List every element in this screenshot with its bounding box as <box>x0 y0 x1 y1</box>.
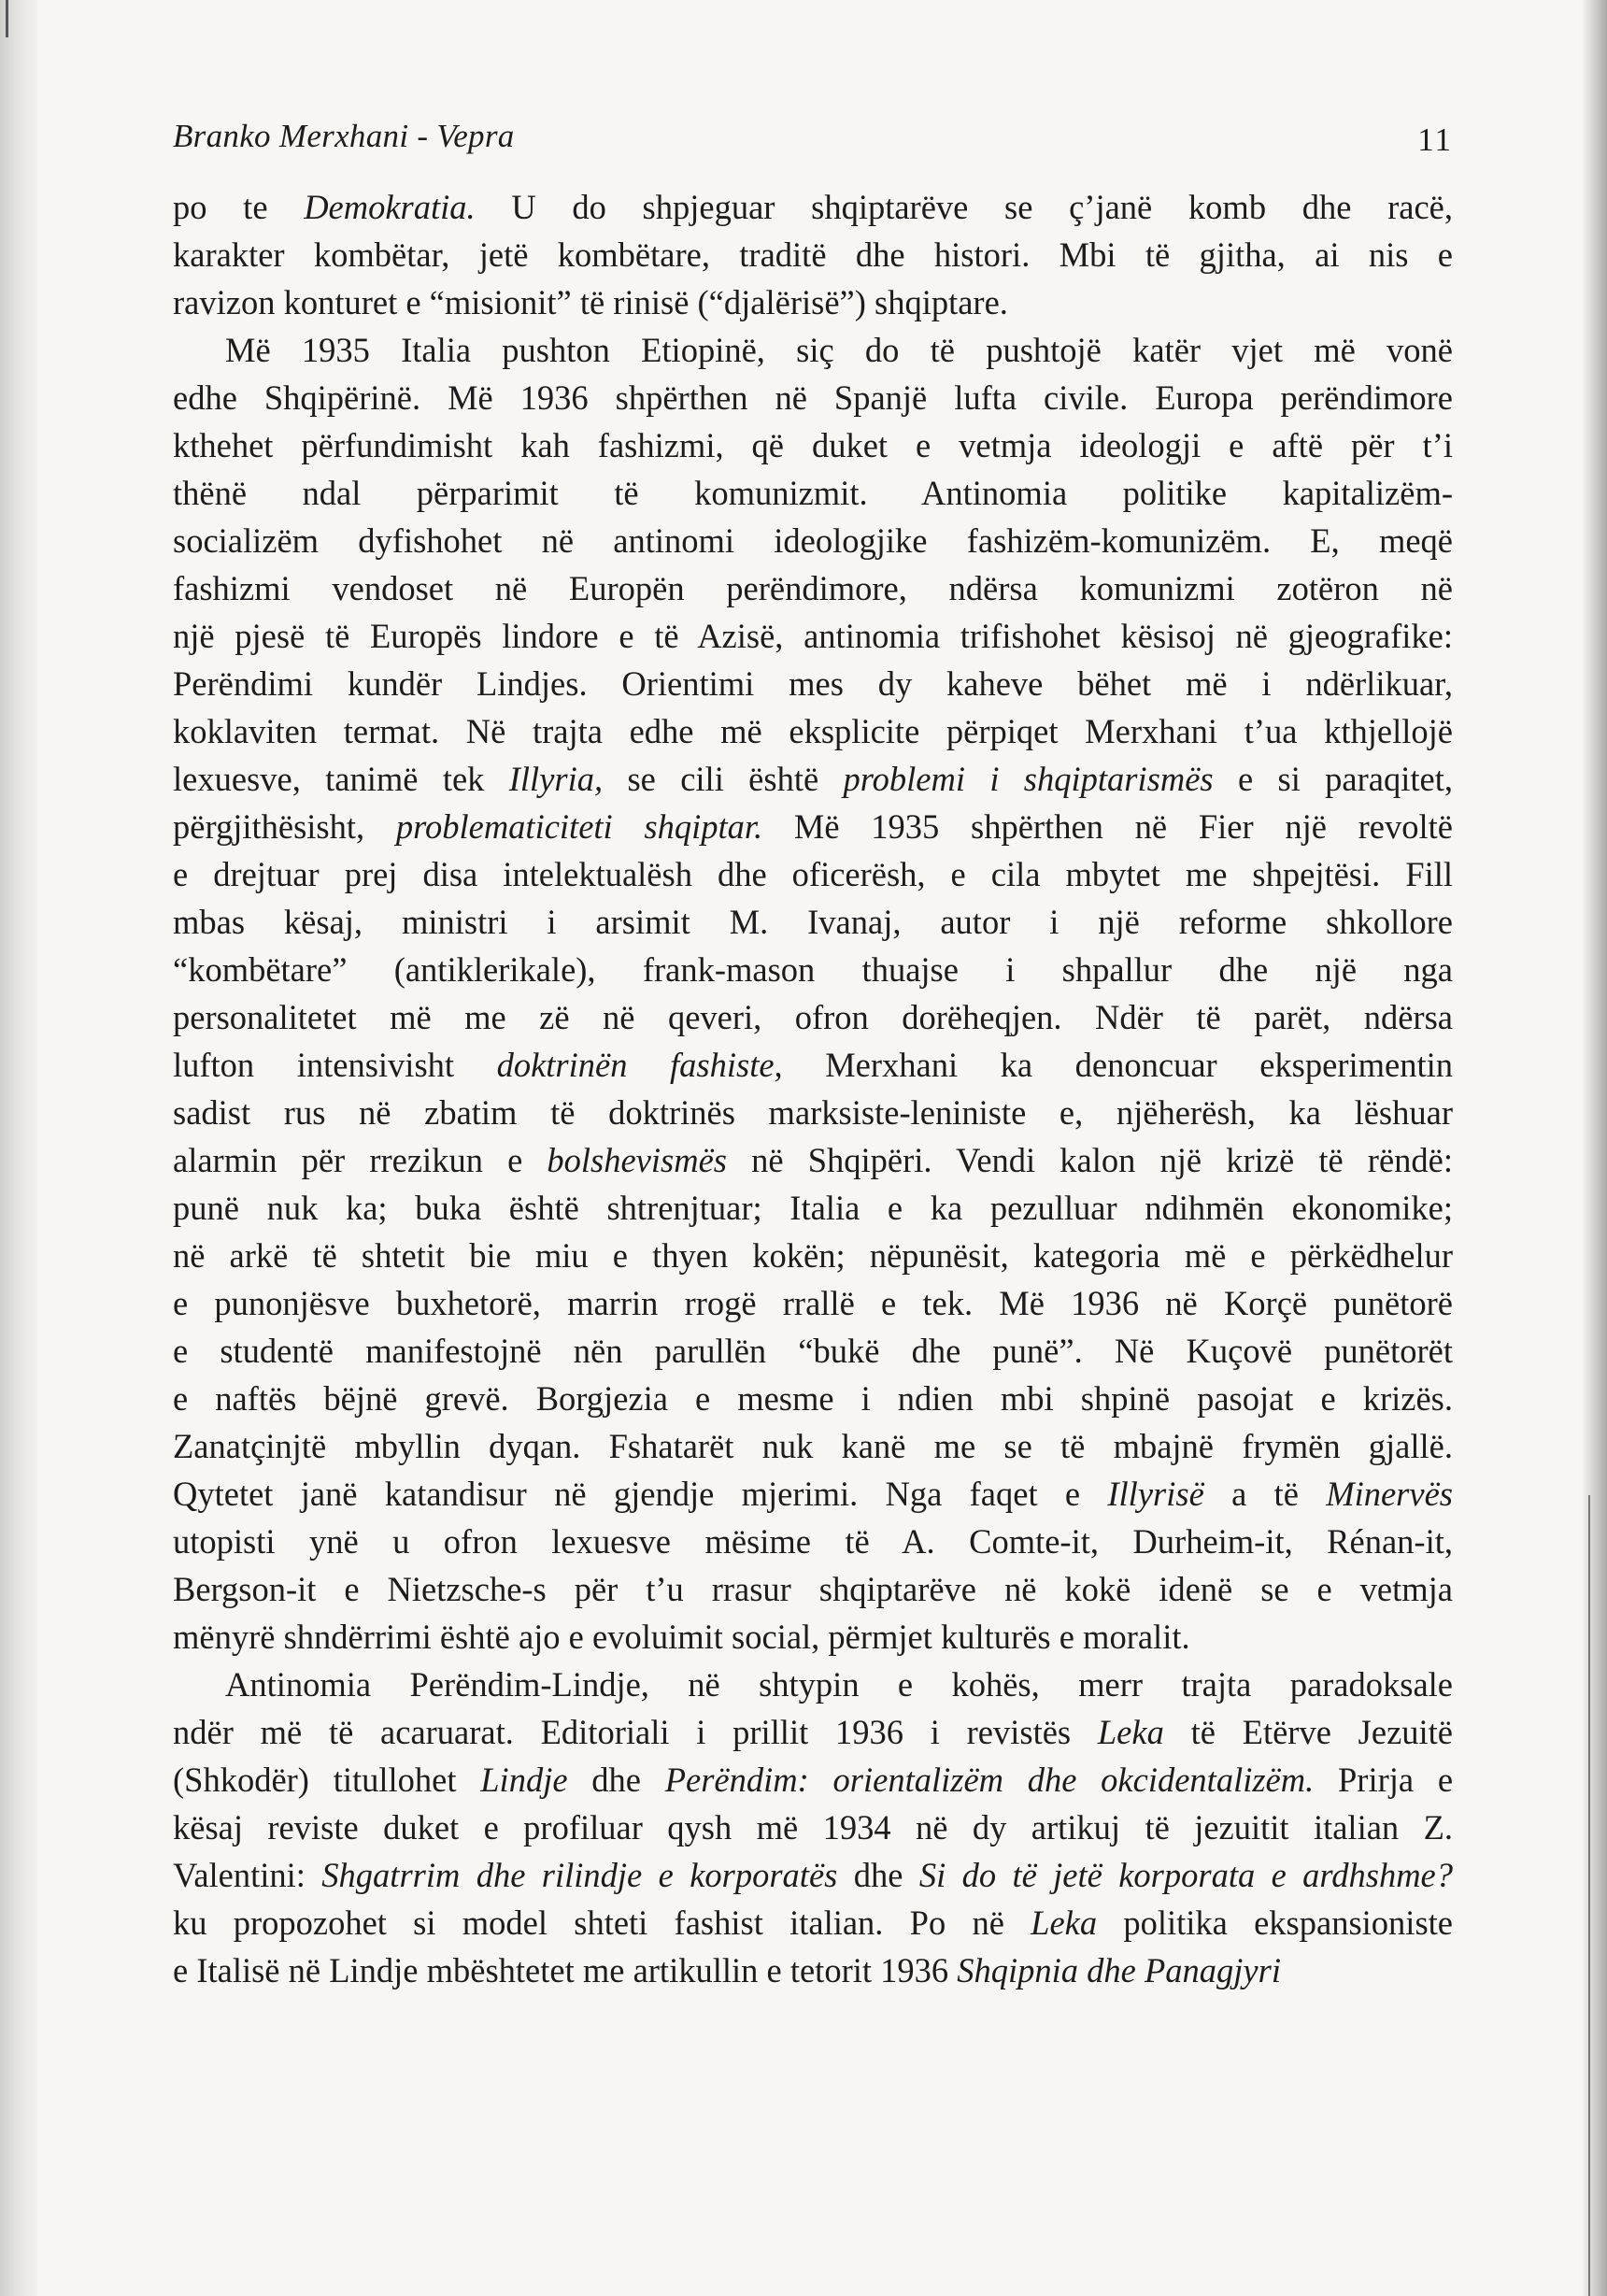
text-line <box>173 1136 1453 1184</box>
text-line <box>173 1518 1453 1565</box>
text-line <box>173 231 1453 278</box>
text-run: edhe Shqipërinë. Më 1936 shpërthen në Spanjë lufta civile. Europa perëndimore <box>173 378 1453 417</box>
text-run: “kombëtare” (antiklerikale), frank-mason thuajse i shpallur dhe një nga <box>173 950 1453 989</box>
text-run: ndër më të acaruarat. Editoriali i prillit 1936 i revistës <box>173 1713 1098 1751</box>
text-line <box>173 1756 1453 1804</box>
text-run: U do shpjeguar shqiptarëve se ç’janë komb dhe racë, <box>475 188 1453 226</box>
text-run: mënyrë shndërrimi është ajo e evoluimit social, përmjet kulturës e moralit. <box>173 1618 1190 1656</box>
page-number: 11 <box>1417 121 1453 158</box>
text-run: përgjithësisht, <box>173 807 396 846</box>
text-run: Perëndimi kundër Lindjes. Orientimi mes dy kaheve bëhet më i ndërlikuar, <box>173 664 1453 703</box>
italic-text: Lindje <box>480 1761 568 1799</box>
italic-text: Si do të jetë korporata e ardhshme? <box>918 1856 1454 1894</box>
text-line <box>173 517 1453 564</box>
text-run: e punonjësve buxhetorë, marrin rrogë rrallë e tek. Më 1936 në Korçë punëtorë <box>173 1284 1453 1322</box>
italic-text: problematiciteti shqiptar. <box>395 807 763 846</box>
text-run: fashizmi vendoset në Europën perëndimore, ndërsa komunizmi zotëron në <box>173 569 1453 607</box>
text-line <box>173 564 1453 612</box>
italic-text: doktrinën fashiste, <box>496 1046 783 1084</box>
text-line <box>173 707 1453 755</box>
text-run: kthehet përfundimisht kah fashizmi, që duket e vetmja ideologji e aftë për t’i <box>173 426 1453 464</box>
italic-text: Perëndim: orientalizëm dhe okcidentalizëm. <box>664 1761 1315 1799</box>
text-run: koklaviten termat. Në trajta edhe më eksplicite përpiqet Merxhani t’ua kthjellojë <box>173 712 1453 750</box>
text-run: Më 1935 shpërthen në Fier një revoltë <box>762 807 1453 846</box>
text-run: a të <box>1203 1475 1327 1513</box>
text-line <box>173 993 1453 1041</box>
text-run: dhe <box>837 1856 919 1894</box>
text-line <box>173 1232 1453 1279</box>
text-run: Merxhani ka denoncuar eksperimentin <box>782 1046 1453 1084</box>
italic-text: Illyria, <box>508 760 604 798</box>
italic-text: Leka <box>1031 1904 1098 1942</box>
text-line <box>173 1661 1453 1708</box>
text-line <box>173 1089 1453 1136</box>
text-line <box>173 755 1453 803</box>
body-text <box>173 183 1453 1994</box>
text-run: se cili është <box>603 760 844 798</box>
text-line <box>173 1708 1453 1756</box>
text-run: punë nuk ka; buka është shtrenjtuar; Italia e ka pezulluar ndihmën ekonomike; <box>173 1189 1453 1227</box>
text-run: e si paraqitet, <box>1213 760 1453 798</box>
text-line <box>173 1470 1453 1518</box>
italic-text: problemi i shqiptarismës <box>843 760 1214 798</box>
page-binding-shadow <box>0 0 37 2296</box>
text-run: një pjesë të Europës lindore e të Azisë, antinomia trifishohet kësisoj në gjeografike: <box>173 617 1453 655</box>
text-line <box>173 421 1453 469</box>
text-run: në Shqipëri. Vendi kalon një krizë të rëndë: <box>727 1141 1453 1179</box>
text-run: lexuesve, tanimë tek <box>173 760 509 798</box>
text-run: utopisti ynë u ofron lexuesve mësime të A. Comte-it, Durheim-it, Rénan-it, <box>173 1522 1453 1561</box>
text-run: të Etërve Jezuitë <box>1163 1713 1454 1751</box>
text-line <box>173 374 1453 421</box>
text-line <box>173 1947 1453 1994</box>
italic-text: Shqipnia dhe Panagjyri <box>957 1951 1281 1989</box>
page-edge-shadow <box>1583 0 1607 2296</box>
text-run: e drejtuar prej disa intelektualësh dhe oficerësh, e cila mbytet me shpejtësi. Fill <box>173 855 1453 893</box>
text-line <box>173 1041 1453 1089</box>
paragraph <box>173 1661 1453 1994</box>
text-run: ravizon konturet e “misionit” të rinisë (“djalërisë”) shqiptare. <box>173 283 1008 321</box>
text-run: (Shkodër) titullohet <box>173 1761 481 1799</box>
text-run: lufton intensivisht <box>173 1046 497 1084</box>
text-line <box>173 946 1453 993</box>
text-line <box>173 1613 1453 1661</box>
text-run: sadist rus në zbatim të doktrinës marksiste-leniniste e, njëherësh, ka lëshuar <box>173 1093 1453 1132</box>
italic-text: Shgatrrim dhe rilindje e korporatës <box>321 1856 838 1894</box>
italic-text: Minervës <box>1326 1475 1453 1513</box>
text-run: mbas kësaj, ministri i arsimit M. Ivanaj, autor i një reforme shkollore <box>173 903 1453 941</box>
text-run: ku propozohet si model shteti fashist italian. Po në <box>173 1904 1031 1942</box>
text-run: Antinomia Perëndim-Lindje, në shtypin e kohës, merr trajta paradoksale <box>225 1665 1453 1704</box>
text-line <box>173 1184 1453 1232</box>
text-line <box>173 1899 1453 1947</box>
text-run: personalitetet më me zë në qeveri, ofron dorëheqjen. Ndër të parët, ndërsa <box>173 998 1453 1036</box>
text-run: kësaj reviste duket e profiluar qysh më 1934 në dy artikuj të jezuitit italian Z. <box>173 1808 1453 1847</box>
text-line <box>173 1422 1453 1470</box>
text-line <box>173 1375 1453 1422</box>
text-run: politika ekspansioniste <box>1097 1904 1453 1942</box>
text-line <box>173 660 1453 707</box>
text-run: e Italisë në Lindje mbështetet me artikullin e tetorit 1936 <box>173 1951 958 1989</box>
text-line <box>173 469 1453 517</box>
text-run: në arkë të shtetit bie miu e thyen kokën; nëpunësit, kategoria më e përkëdhelur <box>173 1236 1453 1275</box>
text-line <box>173 1279 1453 1327</box>
text-run: Më 1935 Italia pushton Etiopinë, siç do të pushtojë katër vjet më vonë <box>225 331 1453 369</box>
italic-text: Demokratia. <box>304 188 476 226</box>
text-run: karakter kombëtar, jetë kombëtare, traditë dhe histori. Mbi të gjitha, ai nis e <box>173 235 1453 274</box>
text-line <box>173 1851 1453 1899</box>
text-run: e naftës bëjnë grevë. Borgjezia e mesme i ndien mbi shpinë pasojat e krizës. <box>173 1379 1453 1418</box>
italic-text: bolshevismës <box>547 1141 728 1179</box>
text-run: Valentini: <box>173 1856 322 1894</box>
text-run: Prirja e <box>1314 1761 1454 1799</box>
text-line <box>173 1327 1453 1375</box>
text-run: Qytetet janë katandisur në gjendje mjerimi. Nga faqet e <box>173 1475 1108 1513</box>
text-line <box>173 278 1453 326</box>
text-run: dhe <box>567 1761 665 1799</box>
italic-text: Leka <box>1097 1713 1164 1751</box>
text-line <box>173 898 1453 946</box>
text-run: Bergson-it e Nietzsche-s për t’u rrasur shqiptarëve në kokë idenë se e vetmja <box>173 1570 1453 1608</box>
text-line <box>173 1565 1453 1613</box>
page-edge-line <box>1588 1495 1590 2296</box>
text-line <box>173 183 1453 231</box>
text-line <box>173 1804 1453 1851</box>
text-run: thënë ndal përparimit të komunizmit. Antinomia politike kapitalizëm- <box>173 474 1453 512</box>
binding-edge-mark <box>6 0 8 37</box>
running-header <box>173 118 1453 170</box>
text-line <box>173 803 1453 850</box>
text-line <box>173 326 1453 374</box>
text-line <box>173 850 1453 898</box>
text-run: socializëm dyfishohet në antinomi ideologjike fashizëm-komunizëm. E, meqë <box>173 521 1453 560</box>
text-run: e studentë manifestojnë nën parullën “bukë dhe punë”. Në Kuçovë punëtorët <box>173 1332 1453 1370</box>
running-title: Branko Merxhani - Vepra <box>173 118 515 154</box>
paragraph <box>173 183 1453 326</box>
text-run: alarmin për rrezikun e <box>173 1141 548 1179</box>
text-line <box>173 612 1453 660</box>
text-run: Zanatçinjtë mbyllin dyqan. Fshatarët nuk kanë me se të mbajnë frymën gjallë. <box>173 1427 1453 1465</box>
paragraph <box>173 326 1453 1661</box>
italic-text: Illyrisë <box>1107 1475 1204 1513</box>
text-run: po te <box>173 188 305 226</box>
